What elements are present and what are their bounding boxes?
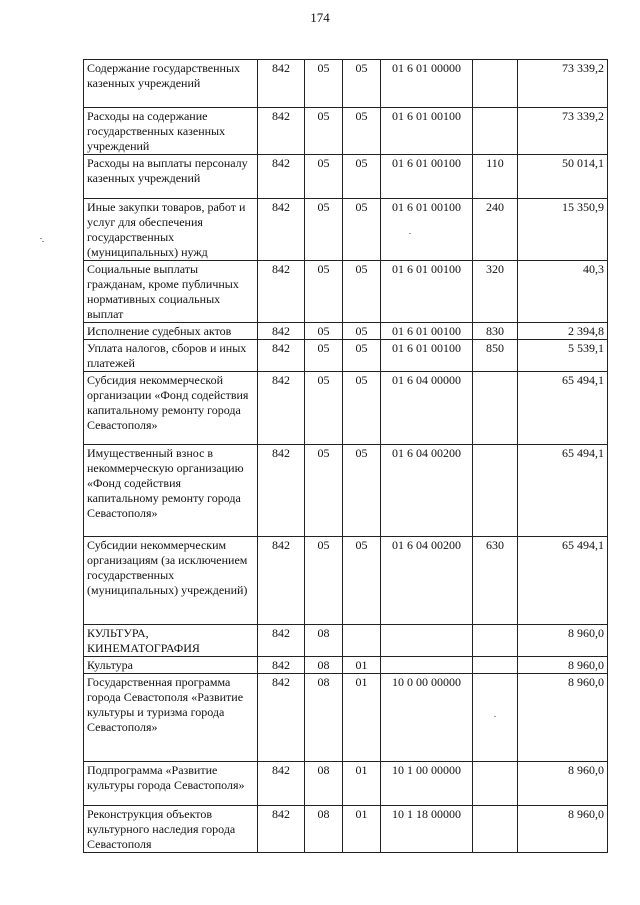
scan-speck: [42, 241, 44, 242]
row-ministry-code: 842: [258, 199, 305, 261]
row-expense-type: 630: [473, 537, 518, 625]
row-target-article: 01 6 01 00100: [381, 261, 473, 323]
row-name: Субсидии некоммерческим организациям (за исключением государственных (муниципальных) учреждений): [84, 537, 258, 625]
row-target-article: 01 6 01 00100: [381, 340, 473, 372]
row-subsection-code: 01: [343, 806, 381, 853]
row-section-code: 08: [305, 806, 343, 853]
row-target-article: 01 6 01 00100: [381, 199, 473, 261]
row-name: Государственная программа города Севастополя «Развитие культуры и туризма города Севастополя»: [84, 674, 258, 762]
row-amount: 8 960,0: [518, 625, 608, 657]
row-subsection-code: 05: [343, 60, 381, 108]
row-subsection-code: 05: [343, 537, 381, 625]
row-amount: 8 960,0: [518, 674, 608, 762]
row-ministry-code: 842: [258, 674, 305, 762]
row-amount: 8 960,0: [518, 806, 608, 853]
row-amount: 65 494,1: [518, 372, 608, 445]
row-amount: 8 960,0: [518, 657, 608, 674]
row-expense-type: 110: [473, 155, 518, 199]
row-target-article: 10 1 00 00000: [381, 762, 473, 806]
row-subsection-code: 01: [343, 657, 381, 674]
row-section-code: 05: [305, 323, 343, 340]
row-expense-type: [473, 108, 518, 155]
row-target-article: 01 6 01 00000: [381, 60, 473, 108]
row-subsection-code: 05: [343, 323, 381, 340]
row-ministry-code: 842: [258, 155, 305, 199]
row-expense-type: 320: [473, 261, 518, 323]
row-expense-type: [473, 762, 518, 806]
row-expense-type: [473, 657, 518, 674]
row-subsection-code: [343, 625, 381, 657]
table-row: [84, 323, 608, 340]
row-section-code: 08: [305, 625, 343, 657]
row-ministry-code: 842: [258, 537, 305, 625]
budget-table: [83, 59, 608, 853]
row-ministry-code: 842: [258, 806, 305, 853]
row-subsection-code: 05: [343, 372, 381, 445]
row-section-code: 05: [305, 340, 343, 372]
row-name: Социальные выплаты гражданам, кроме публичных нормативных социальных выплат: [84, 261, 258, 323]
row-expense-type: [473, 60, 518, 108]
row-target-article: 01 6 01 00100: [381, 108, 473, 155]
row-target-article: 01 6 04 00200: [381, 537, 473, 625]
row-name: Культура: [84, 657, 258, 674]
row-name: Уплата налогов, сборов и иных платежей: [84, 340, 258, 372]
row-ministry-code: 842: [258, 340, 305, 372]
row-expense-type: 830: [473, 323, 518, 340]
row-ministry-code: 842: [258, 445, 305, 537]
row-expense-type: [473, 674, 518, 762]
row-subsection-code: 05: [343, 155, 381, 199]
page-number: 174: [310, 10, 330, 25]
row-subsection-code: 01: [343, 762, 381, 806]
row-section-code: 05: [305, 199, 343, 261]
row-name: КУЛЬТУРА, КИНЕМАТОГРАФИЯ: [84, 625, 258, 657]
row-expense-type: [473, 806, 518, 853]
row-ministry-code: 842: [258, 323, 305, 340]
row-amount: 40,3: [518, 261, 608, 323]
row-section-code: 08: [305, 674, 343, 762]
row-section-code: 08: [305, 657, 343, 674]
row-target-article: 10 1 18 00000: [381, 806, 473, 853]
row-target-article: 01 6 01 00100: [381, 323, 473, 340]
row-amount: 50 014,1: [518, 155, 608, 199]
table-row: [84, 625, 608, 657]
row-expense-type: [473, 625, 518, 657]
row-expense-type: 240: [473, 199, 518, 261]
row-name: Реконструкция объектов культурного наследия города Севастополя: [84, 806, 258, 853]
row-amount: 2 394,8: [518, 323, 608, 340]
table-row: [84, 445, 608, 537]
row-target-article: 10 0 00 00000: [381, 674, 473, 762]
row-name: Расходы на содержание государственных казенных учреждений: [84, 108, 258, 155]
row-name: Субсидия некоммерческой организации «Фонд содействия капитальному ремонту города Севастополя»: [84, 372, 258, 445]
row-amount: 5 539,1: [518, 340, 608, 372]
table-row: [84, 199, 608, 261]
row-expense-type: [473, 372, 518, 445]
table-row: [84, 108, 608, 155]
table-row: [84, 60, 608, 108]
table-row: [84, 537, 608, 625]
table-row: [84, 372, 608, 445]
row-subsection-code: 05: [343, 199, 381, 261]
row-name: Иные закупки товаров, работ и услуг для обеспечения государственных (муниципальных) нужд: [84, 199, 258, 261]
row-subsection-code: 01: [343, 674, 381, 762]
table-row: [84, 806, 608, 853]
row-ministry-code: 842: [258, 657, 305, 674]
row-ministry-code: 842: [258, 108, 305, 155]
row-subsection-code: 05: [343, 340, 381, 372]
row-section-code: 05: [305, 261, 343, 323]
row-name: Подпрограмма «Развитие культуры города Севастополя»: [84, 762, 258, 806]
row-target-article: 01 6 01 00100: [381, 155, 473, 199]
row-name: Расходы на выплаты персоналу казенных учреждений: [84, 155, 258, 199]
row-target-article: 01 6 04 00200: [381, 445, 473, 537]
row-amount: 65 494,1: [518, 445, 608, 537]
table-row: [84, 657, 608, 674]
scan-speck: [40, 238, 42, 239]
table-row: [84, 261, 608, 323]
row-target-article: 01 6 04 00000: [381, 372, 473, 445]
row-target-article: [381, 625, 473, 657]
row-subsection-code: 05: [343, 108, 381, 155]
row-section-code: 05: [305, 445, 343, 537]
row-section-code: 05: [305, 108, 343, 155]
row-section-code: 05: [305, 155, 343, 199]
row-ministry-code: 842: [258, 625, 305, 657]
row-expense-type: 850: [473, 340, 518, 372]
scan-speck: [494, 716, 496, 717]
row-section-code: 05: [305, 60, 343, 108]
table-row: [84, 674, 608, 762]
row-amount: 73 339,2: [518, 108, 608, 155]
table-row: [84, 155, 608, 199]
row-name: Исполнение судебных актов: [84, 323, 258, 340]
row-amount: 73 339,2: [518, 60, 608, 108]
table-row: [84, 340, 608, 372]
row-subsection-code: 05: [343, 261, 381, 323]
row-amount: 8 960,0: [518, 762, 608, 806]
row-amount: 15 350,9: [518, 199, 608, 261]
row-ministry-code: 842: [258, 60, 305, 108]
row-name: Имущественный взнос в некоммерческую организацию «Фонд содействия капитальному ремонту города Севастополя»: [84, 445, 258, 537]
row-target-article: [381, 657, 473, 674]
row-amount: 65 494,1: [518, 537, 608, 625]
row-ministry-code: 842: [258, 261, 305, 323]
table-row: [84, 762, 608, 806]
row-ministry-code: 842: [258, 762, 305, 806]
row-section-code: 05: [305, 372, 343, 445]
row-expense-type: [473, 445, 518, 537]
row-subsection-code: 05: [343, 445, 381, 537]
row-section-code: 05: [305, 537, 343, 625]
row-ministry-code: 842: [258, 372, 305, 445]
scan-speck: [409, 233, 411, 234]
row-section-code: 08: [305, 762, 343, 806]
row-name: Содержание государственных казенных учреждений: [84, 60, 258, 108]
